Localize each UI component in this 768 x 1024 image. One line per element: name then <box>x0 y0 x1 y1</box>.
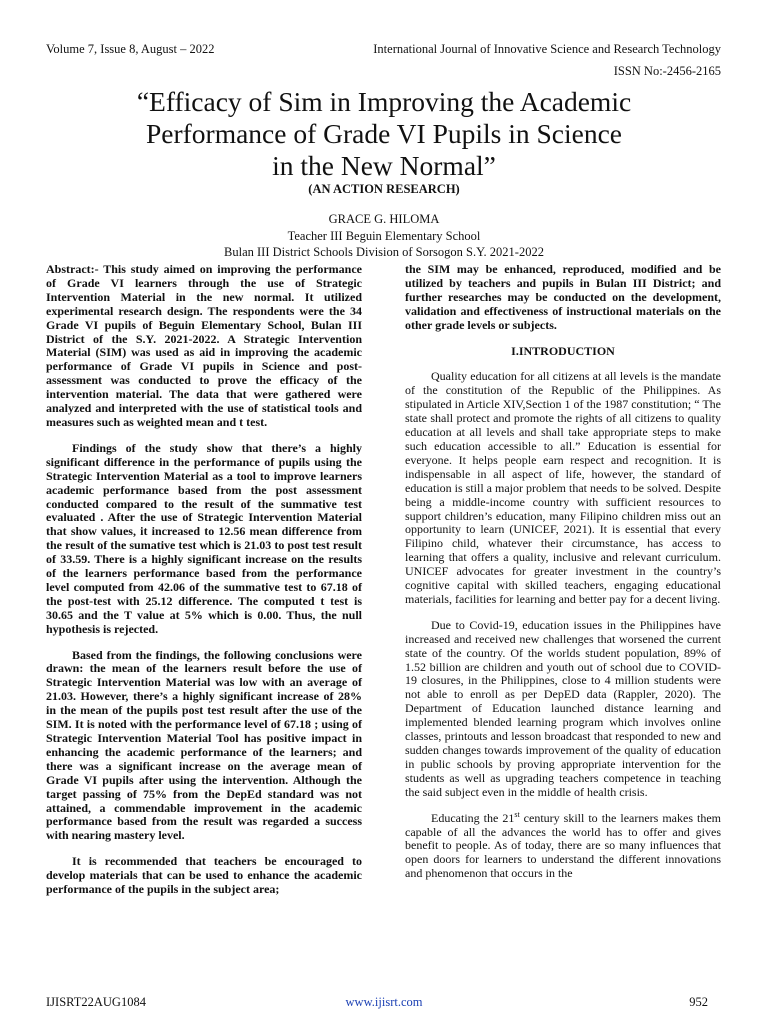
author-position: Teacher III Beguin Elementary School <box>287 228 481 243</box>
author-block <box>40 211 728 261</box>
title-line-1: “Efficacy of Sim in Improving the Academic <box>136 86 632 117</box>
title-line-3: in the New Normal” <box>272 150 496 181</box>
intro-paragraph-3-rest: century skill to the learners makes them capable of all the advances the world has to offer and gives benefit to people. As of today, there are so many influences that open doors for learners to understand the different innovations and phenomenon that occurs in the <box>405 810 721 881</box>
paper-id: IJISRT22AUG1084 <box>46 995 146 1009</box>
title-line-2: Performance of Grade VI Pupils in Science <box>145 118 622 149</box>
intro-paragraph-3-start: Educating the 21 <box>431 810 515 825</box>
abstract-paragraph-4-continued: the SIM may be enhanced, reproduced, modified and be utilized by teachers and pupils in Bulan III District; and further researches may be conducted on the development, validation and effectiveness of instructional materials on the other grade levels or subjects. <box>405 262 721 332</box>
right-column <box>405 263 721 893</box>
paper-subtitle: (AN ACTION RESEARCH) <box>308 182 460 196</box>
paper-title <box>40 86 728 182</box>
journal-website-link[interactable]: www.ijisrt.com <box>345 995 423 1009</box>
abstract-paragraph-2: Findings of the study show that there’s a highly significant difference in the performance of pupils using the Strategic Intervention Material as a tool to improve learners academic performance based from the post assessment conducted compared to the result of the summative test evaluated . After the use of Strategic Intervention Material that show values, it increased to 12.56 mean difference from the result of the sumative test which is 21.03 to post test result of 33.59. There is a highly significant increase on the results of the learners performance based from the performance level computed from 42.06 of the summative test to 67.18 of the post-test with 25.12 difference. The computed t test is 30.65 and the T value at 5% which is 0.00. Thus, the null hypothesis is rejected. <box>46 440 362 636</box>
intro-paragraph-3 <box>405 809 721 882</box>
page-number: 952 <box>689 995 708 1009</box>
ordinal-superscript: st <box>514 809 520 819</box>
intro-paragraph-1: Quality education for all citizens at all levels is the mandate of the constitution of the Republic of the Philippines. As stipulated in Article XIV,Section 1 of the 1987 constitution; “ The state shall protect and promote the rights of all citizens to quality education at all levels and shall take appropriate steps to make such education accessible to all.” Education is essential for everyone. It helps people earn respect and recognition. It is indispensable in all aspect of life, however, the standard of education is still a major problem that needs to be solved. Despite being a middle-income country with sufficient resources to support children’s education, many Filipino children miss out an opportunity to learn (UNICEF, 2021). It is essential that every Filipino child, whatever their circumstance, has access to learning that offers a quality, inclusive and relevant curriculum. UNICEF advocates for greater investment in the country’s cognitive capital with skilled teachers, engaging educational materials, facilities for learning and better pay for a decent living. <box>405 369 721 606</box>
abstract-column <box>46 263 362 909</box>
journal-name: International Journal of Innovative Science and Research Technology <box>373 42 721 56</box>
abstract-paragraph-4: It is recommended that teachers be encouraged to develop materials that can be used to enhance the academic performance of the pupils in the subject area; <box>46 854 362 897</box>
author-name: GRACE G. HILOMA <box>328 212 440 226</box>
author-affiliation: Bulan III District Schools Division of Sorsogon S.Y. 2021-2022 <box>224 245 544 259</box>
section-heading-introduction: I.INTRODUCTION <box>511 343 615 358</box>
abstract-paragraph-3: Based from the findings, the following conclusions were drawn: the mean of the learners result before the use of Strategic Intervention Material was low with an average of 21.03. However, there’s a highly significant increase of 28% in the mean of the pupils post test result after the use of the SIM. It is noted with the performance level of 67.18 ; using of Strategic Intervention Material Tool has positive impact in enhancing the academic performance of the learners; and there was a significant increase on the average mean of Grade VI pupils after using the intervention. Although the target passing of 75% from the DepEd standard was not attained, a commendable improvement in the academic performance based from the result was regarded a success with nearing mastery level. <box>46 647 362 843</box>
issn-number: ISSN No:-2456-2165 <box>613 64 721 78</box>
title-block <box>40 86 728 197</box>
journal-volume-issue: Volume 7, Issue 8, August – 2022 <box>46 42 215 56</box>
abstract-paragraph-1: Abstract:- This study aimed on improving the performance of Grade VI learners through the use of Strategic Intervention Material in the new normal. It utilized experimental research design. The respondents were the 34 Grade VI pupils of Beguin Elementary School, Bulan III District of the S.Y. 2021-2022. A Strategic Intervention Material (SIM) was used as aid in improving the academic performance of Grade VI pupils in Science and post-assessment was conducted to prove the efficacy of the intervention material. The data that were gathered were analyzed and interpreted with the use of statistical tools and measures such as weighted mean and t test. <box>46 262 362 429</box>
intro-paragraph-2: Due to Covid-19, education issues in the Philippines have increased and received new challenges that worsened the current state of the country. Of the worlds student population, 89% of 1.52 billion are children and youth out of school due to COVID-19 closures, in the Philippines, close to 4 million students were not able to enroll as per DepED data (Rappler, 2020). The Department of Education launched distance learning and implemented blended learning program which involves online classes, printouts and lesson broadcast that responded to new and sudden changes towards improvement of the quality of education in public schools by proving appropriate intervention for the students as well as upgrading teachers competence in teaching the said subject even in the middle of health crisis. <box>405 617 721 799</box>
